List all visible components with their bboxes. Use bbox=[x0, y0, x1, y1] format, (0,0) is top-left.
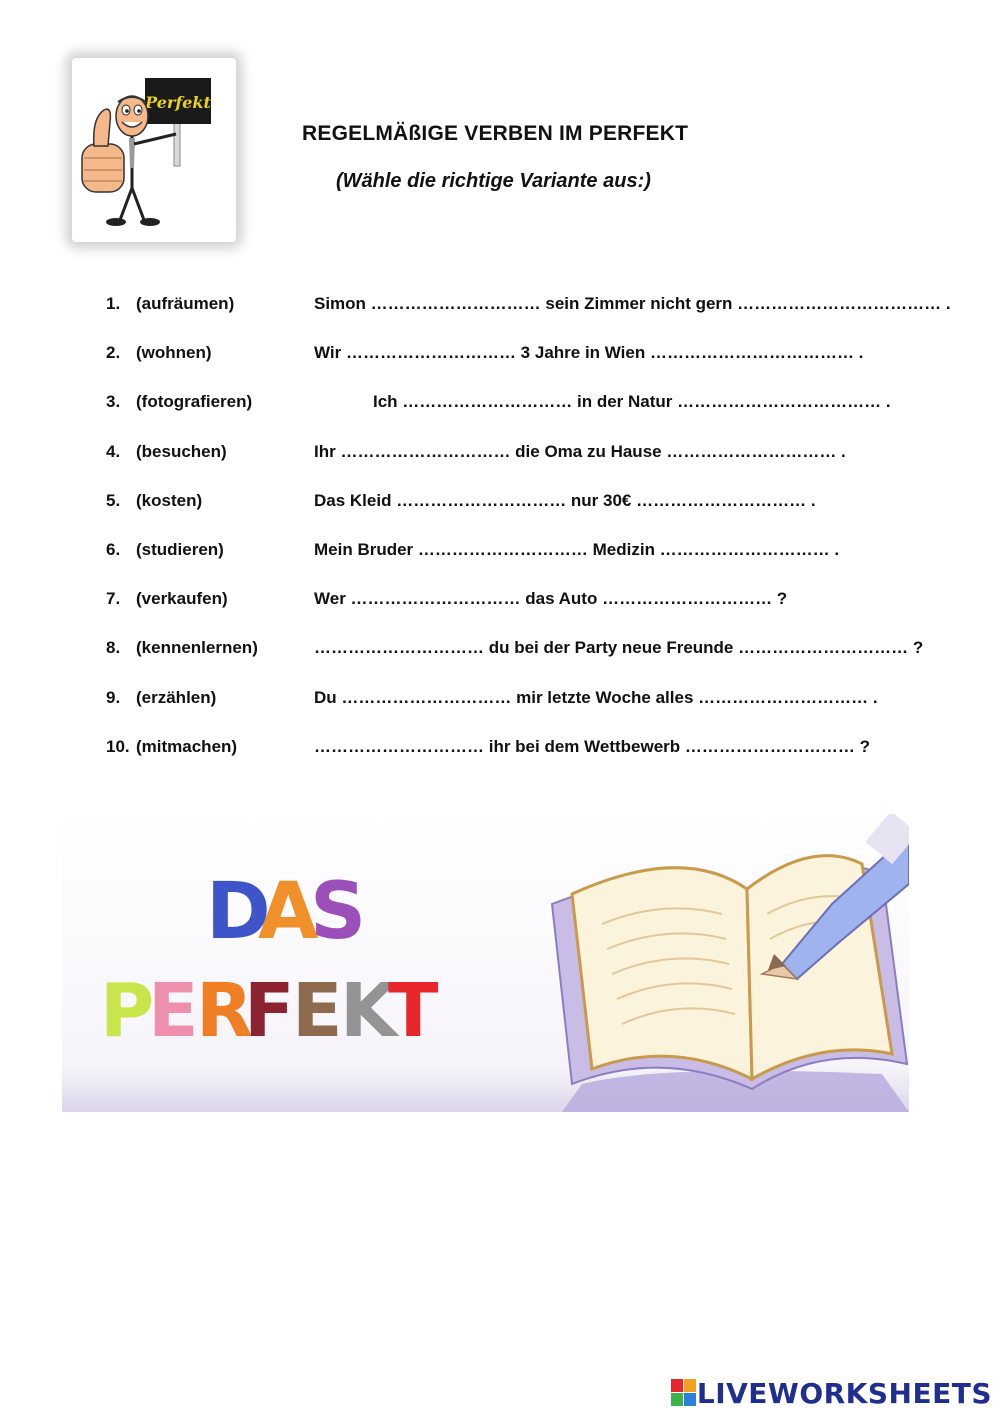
svg-text:Perfekt: Perfekt bbox=[145, 93, 211, 112]
exercise-list bbox=[106, 290, 951, 782]
item-sentence: ………………………… ihr bei dem Wettbewerb ………………………… ? bbox=[314, 736, 870, 756]
item-number: 10. bbox=[106, 736, 130, 756]
exercise-item bbox=[106, 585, 926, 634]
liveworksheets-logo-icon bbox=[671, 1379, 697, 1407]
item-verb: (wohnen) bbox=[136, 343, 212, 363]
item-number: 7. bbox=[106, 589, 121, 609]
exercise-item bbox=[106, 684, 926, 733]
das-letter: S bbox=[310, 867, 367, 957]
instructions: (Wähle die richtige Variante aus:) bbox=[336, 170, 651, 192]
item-sentence: Ich ………………………… in der Natur ……………………………… . bbox=[373, 392, 891, 412]
perfekt-letter: F bbox=[244, 968, 295, 1054]
perfekt-letter: P bbox=[100, 968, 155, 1054]
item-sentence: Du ………………………… mir letzte Woche alles ………………………… . bbox=[314, 687, 878, 707]
liveworksheets-logo bbox=[671, 1376, 992, 1410]
thumbs-up-clipart bbox=[72, 58, 236, 242]
item-number: 3. bbox=[106, 392, 121, 412]
item-number: 8. bbox=[106, 638, 121, 658]
item-number: 5. bbox=[106, 490, 121, 510]
item-number: 6. bbox=[106, 539, 121, 559]
perfekt-letter: E bbox=[148, 968, 199, 1054]
das-word bbox=[206, 867, 366, 957]
perfekt-word bbox=[100, 968, 439, 1054]
item-number: 1. bbox=[106, 294, 121, 313]
item-verb: (besuchen) bbox=[136, 441, 227, 461]
perfekt-letter: K bbox=[340, 968, 398, 1054]
das-perfekt-banner bbox=[62, 814, 909, 1112]
item-sentence: Wir ………………………… 3 Jahre in Wien ……………………………… . bbox=[314, 343, 864, 363]
das-letter: A bbox=[258, 867, 319, 957]
item-sentence: Wer ………………………… das Auto ………………………… ? bbox=[314, 589, 788, 609]
item-sentence: Mein Bruder ………………………… Medizin ………………………… . bbox=[314, 539, 840, 559]
item-sentence: Das Kleid ………………………… nur 30€ ………………………… . bbox=[314, 490, 816, 510]
item-number: 9. bbox=[106, 687, 121, 707]
exercise-item bbox=[106, 388, 926, 437]
item-verb: (fotografieren) bbox=[136, 392, 253, 412]
perfekt-letter: T bbox=[388, 968, 439, 1054]
item-sentence: Ihr ………………………… die Oma zu Hause ………………………… . bbox=[314, 441, 846, 461]
item-verb: (aufräumen) bbox=[136, 294, 235, 313]
exercise-item bbox=[106, 634, 926, 683]
thumbs-up-figure-icon bbox=[72, 58, 236, 242]
item-verb: (kosten) bbox=[136, 490, 203, 510]
item-number: 2. bbox=[106, 343, 121, 363]
das-letter: D bbox=[206, 867, 271, 957]
item-verb: (erzählen) bbox=[136, 687, 217, 707]
item-sentence: ………………………… du bei der Party neue Freunde ………………………… ? bbox=[314, 638, 924, 658]
item-number: 4. bbox=[106, 441, 121, 461]
exercise-item bbox=[106, 290, 951, 339]
liveworksheets-brand: LIVEWORKSHEETS bbox=[696, 1376, 992, 1410]
exercise-item bbox=[106, 339, 926, 388]
item-sentence: Simon ………………………… sein Zimmer nicht gern ……………………………… . bbox=[314, 294, 951, 313]
item-verb: (verkaufen) bbox=[136, 589, 228, 609]
exercise-item bbox=[106, 487, 926, 536]
exercise-item bbox=[106, 438, 926, 487]
item-verb: (studieren) bbox=[136, 539, 224, 559]
exercise-item bbox=[106, 733, 926, 782]
item-verb: (mitmachen) bbox=[136, 736, 238, 756]
perfekt-letter: R bbox=[196, 968, 253, 1054]
exercise-item bbox=[106, 536, 926, 585]
page-title: REGELMÄßIGE VERBEN IM PERFEKT bbox=[302, 122, 689, 145]
perfekt-letter: E bbox=[292, 968, 343, 1054]
banner-graphic bbox=[62, 814, 909, 1112]
item-verb: (kennenlernen) bbox=[136, 638, 258, 658]
